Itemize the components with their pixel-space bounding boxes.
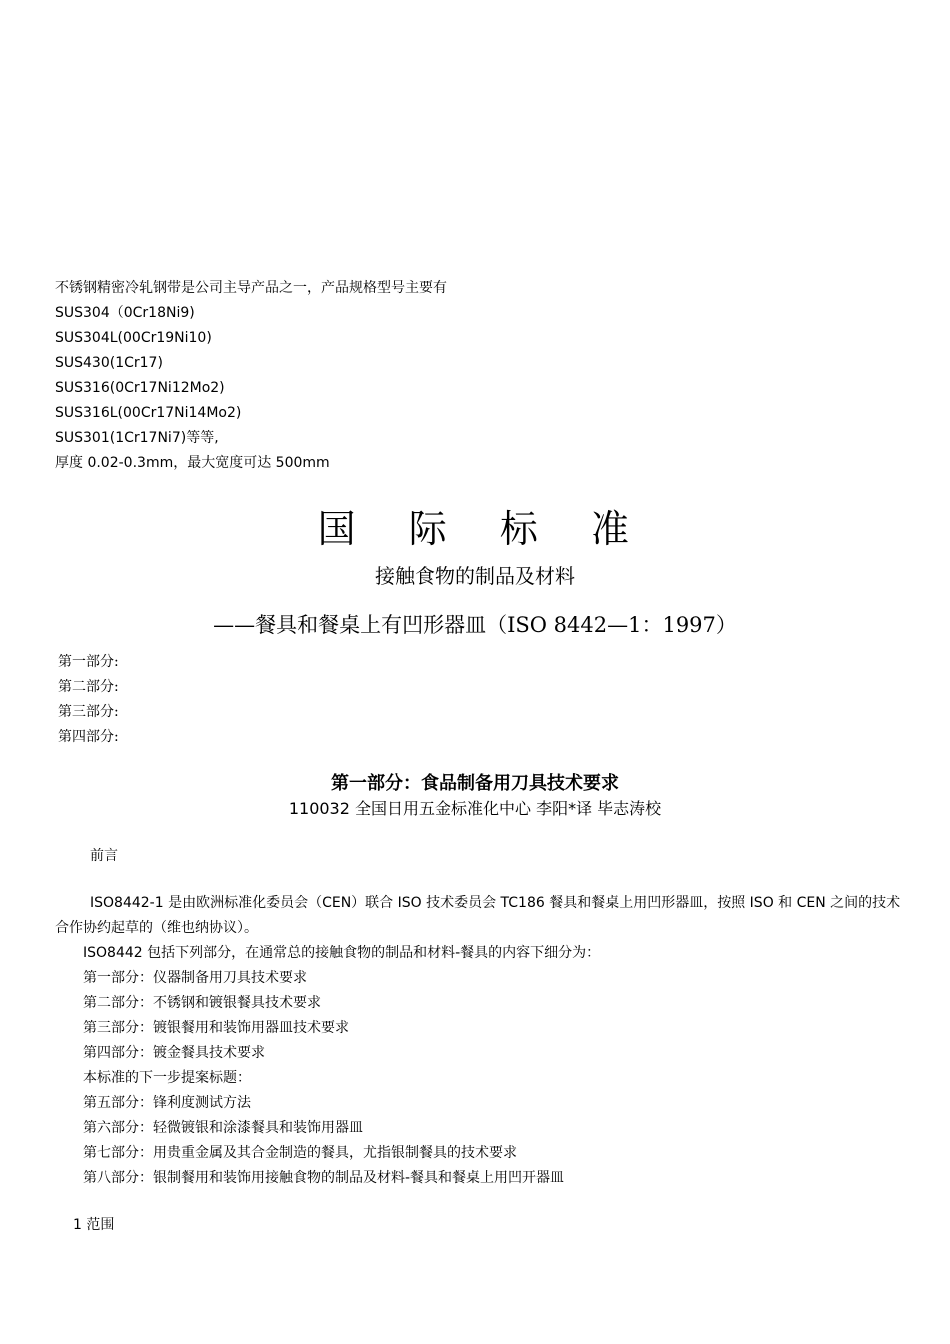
foreword-part-item: 第四部分：镀金餐具技术要求 — [83, 1045, 265, 1061]
foreword-heading: 前言 — [90, 848, 118, 864]
foreword-paragraph-line: 合作协约起草的（维也纳协议）。 — [55, 920, 258, 936]
proposal-item: 第五部分：锋利度测试方法 — [83, 1095, 251, 1111]
intro-line: SUS430(1Cr17) — [55, 355, 163, 371]
intro-line: SUS316(0Cr17Ni12Mo2) — [55, 380, 225, 396]
intro-line: SUS316L(00Cr17Ni14Mo2) — [55, 405, 242, 421]
document-title: 国 际 标 准 — [317, 507, 633, 551]
parts-toc-item: 第三部分: — [58, 704, 119, 720]
document-subtitle: 接触食物的制品及材料 — [375, 564, 575, 588]
proposal-item: 第六部分：轻微镀银和涂漆餐具和装饰用器皿 — [83, 1120, 363, 1136]
foreword-paragraph: ISO8442 包括下列部分，在通常总的接触食物的制品和材料-餐具的内容下细分为： — [83, 945, 601, 961]
parts-toc-item: 第四部分: — [58, 729, 119, 745]
section-heading: 1 范围 — [73, 1217, 115, 1233]
proposal-item: 第七部分：用贵重金属及其合金制造的餐具，尤指银制餐具的技术要求 — [83, 1145, 517, 1161]
foreword-paragraph-line: ISO8442-1 是由欧洲标准化委员会（CEN）联合 ISO 技术委员会 TC186 餐具和餐桌上用凹形器皿，按照 ISO 和 CEN 之间的技术 — [90, 895, 901, 911]
foreword-part-item: 第三部分：镀银餐用和装饰用器皿技术要求 — [83, 1020, 349, 1036]
foreword-part-item: 第二部分：不锈钢和镀银餐具技术要求 — [83, 995, 321, 1011]
intro-line: SUS301(1Cr17Ni7)等等, — [55, 430, 219, 446]
intro-line: 厚度 0.02-0.3mm，最大宽度可达 500mm — [55, 455, 330, 471]
part-one-title: 第一部分：食品制备用刀具技术要求 — [331, 773, 619, 794]
document-subtitle-iso: ——餐具和餐桌上有凹形器皿（ISO 8442—1：1997） — [213, 613, 737, 637]
intro-line: SUS304L(00Cr19Ni10) — [55, 330, 212, 346]
parts-toc-item: 第二部分: — [58, 679, 119, 695]
intro-line: SUS304（0Cr18Ni9) — [55, 305, 195, 321]
proposal-item: 第八部分：银制餐用和装饰用接触食物的制品及材料-餐具和餐桌上用凹开器皿 — [83, 1170, 565, 1186]
foreword-part-item: 第一部分：仪器制备用刀具技术要求 — [83, 970, 307, 986]
parts-toc-item: 第一部分: — [58, 654, 119, 670]
part-one-byline: 110032 全国日用五金标准化中心 李阳*译 毕志涛校 — [288, 799, 662, 818]
intro-line: 不锈钢精密冷轧钢带是公司主导产品之一，产品规格型号主要有 — [55, 280, 447, 296]
proposal-heading: 本标准的下一步提案标题： — [83, 1070, 251, 1086]
